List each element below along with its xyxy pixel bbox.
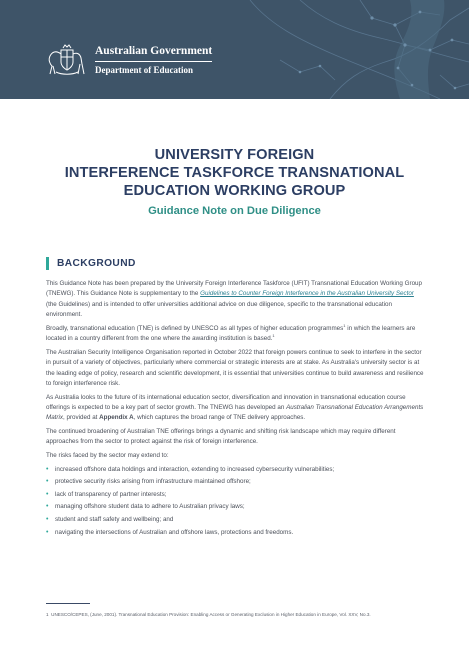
- footnote: [46, 611, 426, 618]
- background-body: [46, 279, 426, 540]
- document-title: [0, 146, 469, 200]
- list-item: • student and staff safety and wellbeing; and: [46, 515, 426, 525]
- footnote-marker: 1: [46, 612, 49, 617]
- gov-name: Australian Government: [95, 45, 213, 57]
- paragraph-tne-definition: [46, 324, 426, 345]
- accent-bar: [46, 257, 49, 270]
- footnote-ref[interactable]: 1: [272, 333, 275, 339]
- department-name: Department of Education: [95, 61, 212, 76]
- document-subtitle: Guidance Note on Due Diligence: [148, 205, 321, 217]
- guidelines-link[interactable]: Guidelines to Counter Foreign Interference in the Australian University Sector: [200, 290, 414, 298]
- definition-text-end: in which the learners are located in a country different from the one where the awarding institution is based.: [46, 324, 416, 343]
- list-item: • navigating the intersections of Australian and offshore laws, protections and freedoms.: [46, 528, 426, 538]
- paragraph-asio: The Australian Security Intelligence Organisation reported in October 2022 that foreign powers continue to seek to interfere in the sector in pursuit of a variety of objectives, particularly where commercial or strategic interests are at stake. As Australia's university sector is at the leading edge of policy, research and scientific development, it is essential that universities continue to build awareness and resilience to foreign interference risk.: [46, 348, 424, 388]
- footnote-ref[interactable]: 1: [343, 322, 346, 328]
- paragraph-landscape: The continued broadening of Australian TNE offerings brings a dynamic and shifting risk landscape which may require different approaches from the sector to protect against the risk of foreign interference.: [46, 428, 396, 446]
- appendix-ref: Appendix A: [99, 414, 134, 422]
- risk-list: [46, 465, 426, 538]
- list-item: • increased offshore data holdings and interaction, extending to increased cybersecurity vulnerabilities;: [46, 465, 426, 475]
- paragraph-intro: [46, 279, 426, 321]
- footnote-text: UNESCO/CEPES, (June, 2001). Transnational Education Provision: Enabling Access or Generating Exclusion in Higher Education in Europe, Vol. XXV, No.3.: [51, 612, 371, 617]
- intro-text: This Guidance Note has been prepared by the University Foreign Interference Taskforce (UFIT) Transnational Education Working Group (TNEWG). This Guidance Note is supplementary to the: [46, 280, 422, 298]
- future-text: As Australia looks to the future of its international education sector, diversification and innovation in transnational education course offerings is expected to be a key part of sector growth. The TNEWG has developed an: [46, 393, 406, 412]
- definition-text: Broadly, transnational education (TNE) is defined by UNESCO as all types of higher education programmes: [46, 324, 344, 332]
- list-item: • lack of transparency of partner interests;: [46, 490, 426, 500]
- government-logo-text: [95, 45, 212, 76]
- list-item: • protective security risks arising from infrastructure maintained offshore;: [46, 477, 426, 487]
- title-line-2: INTERFERENCE TASKFORCE TRANSNATIONAL: [64, 165, 405, 181]
- section-heading-text: BACKGROUND: [57, 257, 136, 269]
- paragraph-risks-intro: The risks faced by the sector may extend to:: [46, 452, 169, 460]
- coat-of-arms-icon: [44, 42, 90, 76]
- list-item: • managing offshore student data to adhere to Australian privacy laws;: [46, 502, 426, 512]
- future-text-mid: , provided at: [63, 414, 100, 422]
- title-line-3: EDUCATION WORKING GROUP: [123, 183, 346, 199]
- paragraph-future: [46, 393, 426, 424]
- header-banner: [0, 0, 469, 99]
- footnote-divider: [46, 603, 90, 604]
- section-heading-background: [46, 256, 136, 270]
- intro-text-end: (the Guidelines) and is intended to offer universities additional advice on due diligence, specific to the transnational education environment.: [46, 300, 392, 319]
- future-text-end: , which captures the broad range of TNE delivery approaches.: [133, 414, 306, 422]
- title-line-1: UNIVERSITY FOREIGN: [154, 147, 315, 163]
- matrix-title: Australian Transnational Education Arrangements Matrix: [46, 404, 424, 422]
